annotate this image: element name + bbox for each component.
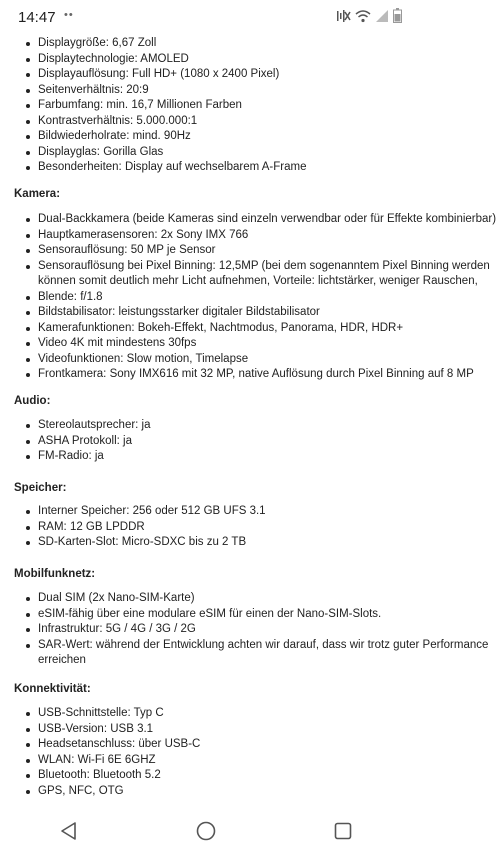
list-item: Sensorauflösung: 50 MP je Sensor [0, 243, 412, 259]
list-item: SD-Karten-Slot: Micro-SDXC bis zu 2 TB [0, 535, 412, 551]
list-item: GPS, NFC, OTG [0, 784, 412, 800]
list-item: Infrastruktur: 5G / 4G / 3G / 2G [0, 622, 412, 638]
list-item: Seitenverhältnis: 20:9 [0, 83, 412, 99]
status-icons [335, 8, 402, 23]
recents-button[interactable] [328, 816, 358, 846]
back-icon [59, 821, 79, 841]
back-button[interactable] [54, 816, 84, 846]
list-item: Hauptkamerasensoren: 2x Sony IMX 766 [0, 228, 412, 244]
list-item: FM-Radio: ja [0, 449, 412, 465]
status-time: 14:47 [18, 9, 56, 26]
list-item: Bluetooth: Bluetooth 5.2 [0, 768, 412, 784]
wifi-icon [355, 9, 371, 23]
list-item: Besonderheiten: Display auf wechselbarem A-Frame [0, 160, 412, 176]
list-item: Bildwiederholrate: mind. 90Hz [0, 129, 412, 145]
list-item: Video 4K mit mindestens 30fps [0, 336, 412, 352]
signal-icon [375, 9, 389, 23]
section-heading-mobilfunk: Mobilfunknetz: [14, 568, 96, 580]
list-item: Bildstabilisator: leistungsstarker digitaler Bildstabilisator [0, 305, 412, 321]
konnektivitaet-spec-list [0, 706, 412, 799]
list-item-line: erreichen [38, 654, 86, 666]
status-bar [0, 0, 412, 34]
list-item: Farbumfang: min. 16,7 Millionen Farben [0, 98, 412, 114]
list-item-line: SAR-Wert: während der Entwicklung achten wir darauf, dass wir trotz guter Performance [38, 638, 489, 651]
list-item: Blende: f/1.8 [0, 290, 412, 306]
list-item: Kamerafunktionen: Bokeh-Effekt, Nachtmodus, Panorama, HDR, HDR+ [0, 321, 412, 337]
recents-icon [333, 821, 353, 841]
list-item: Videofunktionen: Slow motion, Timelapse [0, 352, 412, 368]
list-item: Displaytechnologie: AMOLED [0, 52, 412, 68]
list-item-line: können somit deutlich mehr Licht aufnehmen, Vorteile: lichtstärker, weniger Rauschen, [38, 275, 478, 287]
navigation-bar [0, 805, 412, 857]
list-item [0, 259, 490, 290]
section-heading-audio: Audio: [14, 395, 51, 407]
home-icon [195, 820, 217, 842]
section-heading-speicher: Speicher: [14, 482, 67, 494]
list-item: USB-Version: USB 3.1 [0, 722, 412, 738]
list-item: Frontkamera: Sony IMX616 mit 32 MP, native Auflösung durch Pixel Binning auf 8 MP [0, 367, 412, 383]
list-item: Stereolautsprecher: ja [0, 418, 412, 434]
section-heading-kamera: Kamera: [14, 188, 61, 200]
list-item: RAM: 12 GB LPDDR [0, 520, 412, 536]
list-item [0, 638, 489, 669]
list-item: WLAN: Wi-Fi 6E 6GHZ [0, 753, 412, 769]
list-item: Headsetanschluss: über USB-C [0, 737, 412, 753]
list-item: Displaygröße: 6,67 Zoll [0, 36, 412, 52]
battery-icon [393, 8, 402, 23]
list-item: Displayauflösung: Full HD+ (1080 x 2400 Pixel) [0, 67, 412, 83]
notification-dots: •• [64, 9, 74, 21]
mute-icon [335, 9, 351, 23]
home-button[interactable] [191, 816, 221, 846]
speicher-spec-list [0, 504, 412, 551]
list-item: USB-Schnittstelle: Typ C [0, 706, 412, 722]
list-item: Dual-Backkamera (beide Kameras sind einzeln verwendbar oder für Effekte kombinierbar) [0, 212, 412, 228]
list-item: Displayglas: Gorilla Glas [0, 145, 412, 161]
list-item: Kontrastverhältnis: 5.000.000:1 [0, 114, 412, 130]
list-item: ASHA Protokoll: ja [0, 434, 412, 450]
mobilfunk-spec-list [0, 591, 489, 669]
section-heading-konnektivitaet: Konnektivität: [14, 683, 91, 695]
list-item: Dual SIM (2x Nano-SIM-Karte) [0, 591, 412, 607]
kamera-spec-list [0, 212, 496, 383]
display-spec-list [0, 36, 412, 176]
audio-spec-list [0, 418, 412, 465]
list-item: Interner Speicher: 256 oder 512 GB UFS 3.1 [0, 504, 412, 520]
list-item-line: Sensorauflösung bei Pixel Binning: 12,5MP (bei dem sogenanntem Pixel Binning werden [38, 259, 490, 272]
list-item: eSIM-fähig über eine modulare eSIM für einen der Nano-SIM-Slots. [0, 607, 412, 623]
article-content [0, 34, 496, 804]
